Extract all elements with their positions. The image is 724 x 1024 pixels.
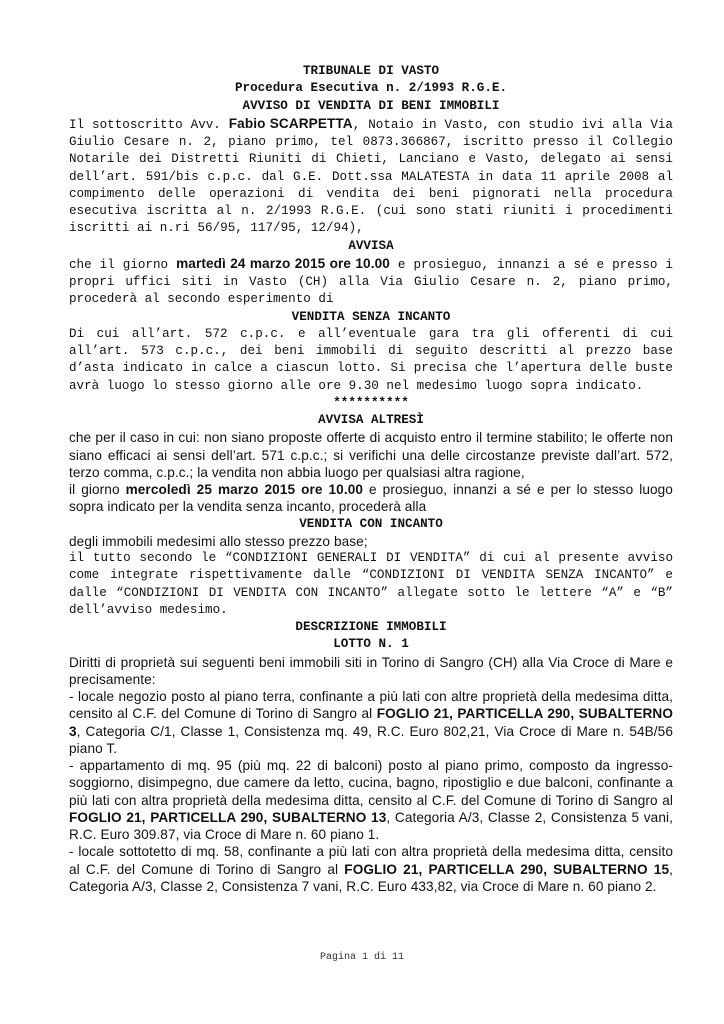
- second-sale-date: mercoledì 25 marzo 2015 ore 10.00: [125, 482, 364, 497]
- avvisa-text-a: che il giorno: [69, 257, 177, 272]
- senza-incanto-heading: VENDITA SENZA INCANTO: [291, 309, 451, 324]
- altresi-text-a: il giorno: [69, 482, 126, 497]
- notice-title: AVVISO DI VENDITA DI BENI IMMOBILI: [242, 98, 500, 113]
- item3-text-b: , Categoria A/3, Classe 2, Consistenza 7 vani, R.C. Euro 433,82, via Croce di Mare n. 60 piano 2.: [69, 861, 673, 894]
- document-page: [69, 63, 673, 895]
- intro-text-b: , Notaio in Vasto, con studio ivi alla Via Giulio Cesare n. 2, piano primo, tel 0873.366867, iscritto presso il Collegio Notarile dei Distretti Riuniti di Chieti, Lanciano e Vasto, delegato ai sensi dell’art. 591/bis c.p.c. dal G.E. Dott.ssa MALATESTA in data 11 aprile 2008 al compimento delle operazioni di vendita dei beni pignorati nella procedura esecutiva iscritta al n. 2/1993 R.G.E. (cui sono stati riuniti i procedimenti iscritti ai n.ri 56/95, 117/95, 12/94),: [69, 117, 673, 236]
- first-sale-date: martedì 24 marzo 2015 ore 10.00: [176, 255, 390, 271]
- page-number: Pagina 1 di 11: [319, 952, 404, 963]
- item1-cadastral: FOGLIO 21, PARTICELLA 290, SUBALTERNO 3: [69, 706, 674, 739]
- lot-heading: LOTTO N. 1: [333, 637, 409, 652]
- altresi-paragraph: che per il caso in cui: non siano proposte offerte di acquisto entro il termine stabilito; le offerte non siano efficaci ai sensi dell’art. 571 c.p.c.; si verifichi una delle circostanze previste dall’art. 572, terzo comma, c.p.c.; la vendita non abbia luogo per qualsiasi altra ragione,: [69, 430, 673, 480]
- item2-text-b: , Categoria A/3, Classe 2, Consistenza 5 vani, R.C. Euro 309.87, via Croce di Mare n. 60 piano 1.: [69, 809, 674, 842]
- property-item-2: [69, 757, 673, 843]
- con-incanto-line1: degli immobili medesimi allo stesso prezzo base;: [69, 533, 368, 549]
- avvisa-text-b: e prosieguo, innanzi a sé e presso i propri uffici siti in Vasto (CH) alla Via Giulio Cesare n. 2, piano primo, procederà al secondo esperimento di: [69, 257, 673, 307]
- item1-text-b: , Categoria C/1, Classe 1, Consistenza mq. 49, R.C. Euro 802,21, Via Croce di Mare n. 54B/56 piano T.: [69, 723, 673, 756]
- description-heading: DESCRIZIONE IMMOBILI: [295, 620, 447, 634]
- item2-cadastral: FOGLIO 21, PARTICELLA 290, SUBALTERNO 13: [69, 809, 387, 825]
- intro-text-a: Il sottoscritto Avv.: [69, 117, 229, 132]
- senza-incanto-paragraph: Di cui all’art. 572 c.p.c. e all’eventuale gara tra gli offerenti di cui all’art. 573 c.p.c., dei beni immobili di seguito descritti al prezzo base d’asta indicato in calce a ciascun lotto. Si precisa che l’apertura delle buste avrà luogo lo stesso giorno alle ore 9.30 nel medesimo luogo sopra indicato.: [69, 326, 673, 393]
- notary-name: Fabio SCARPETTA: [228, 115, 353, 131]
- court-title: TRIBUNALE DI VASTO: [302, 64, 440, 78]
- procedure-number: Procedura Esecutiva n. 2/1993 R.G.E.: [234, 81, 508, 96]
- avvisa-paragraph: [69, 255, 673, 309]
- property-item-1: [69, 688, 673, 757]
- item3-cadastral: FOGLIO 21, PARTICELLA 290, SUBALTERNO 15: [344, 861, 670, 877]
- item2-text-a: - appartamento di mq. 95 (più mq. 22 di balconi) posto al piano primo, composto da ingresso-soggiorno, disimpegno, due camere da letto, cucina, bagno, ripostiglio e due balconi, confinante a più lati con altra proprietà della medesima ditta, censito al C.F. del Comune di Torino di Sangro al: [69, 758, 673, 808]
- separator-stars: **********: [333, 395, 409, 410]
- intro-paragraph: [69, 115, 673, 238]
- property-item-3: [69, 843, 673, 895]
- altresi-text-b: e prosieguo, innanzi a sé e per lo stesso luogo sopra indicato per la vendita senza incanto, procederà alla: [69, 482, 673, 515]
- con-incanto-heading: VENDITA CON INCANTO: [299, 516, 443, 531]
- altresi-heading: AVVISA ALTRESÌ: [318, 413, 424, 427]
- item1-text-a: - locale negozio posto al piano terra, confinante a più lati con altre proprietà della medesima ditta, censito al C.F. del Comune di Torino di Sangro al: [69, 689, 673, 722]
- con-incanto-line2: il tutto secondo le “CONDIZIONI GENERALI DI VENDITA” di cui al presente avviso come integrate rispettivamente dalle “CONDIZIONI DI VENDITA SENZA INCANTO” e dalle “CONDIZIONI DI VENDITA CON INCANTO” allegate sotto le lettere “A” e “B” dell’avviso medesimo.: [69, 551, 673, 617]
- description-intro: Diritti di proprietà sui seguenti beni immobili siti in Torino di Sangro (CH) alla Via Croce di Mare e precisamente:: [69, 654, 673, 687]
- item3-text-a: - locale sottotetto di mq. 58, confinante a più lati con altra proprietà della medesima ditta, censito al C.F. del Comune di Torino di Sangro al: [69, 844, 673, 877]
- altresi-date-paragraph: [69, 481, 673, 516]
- avvisa-heading: AVVISA: [348, 238, 394, 253]
